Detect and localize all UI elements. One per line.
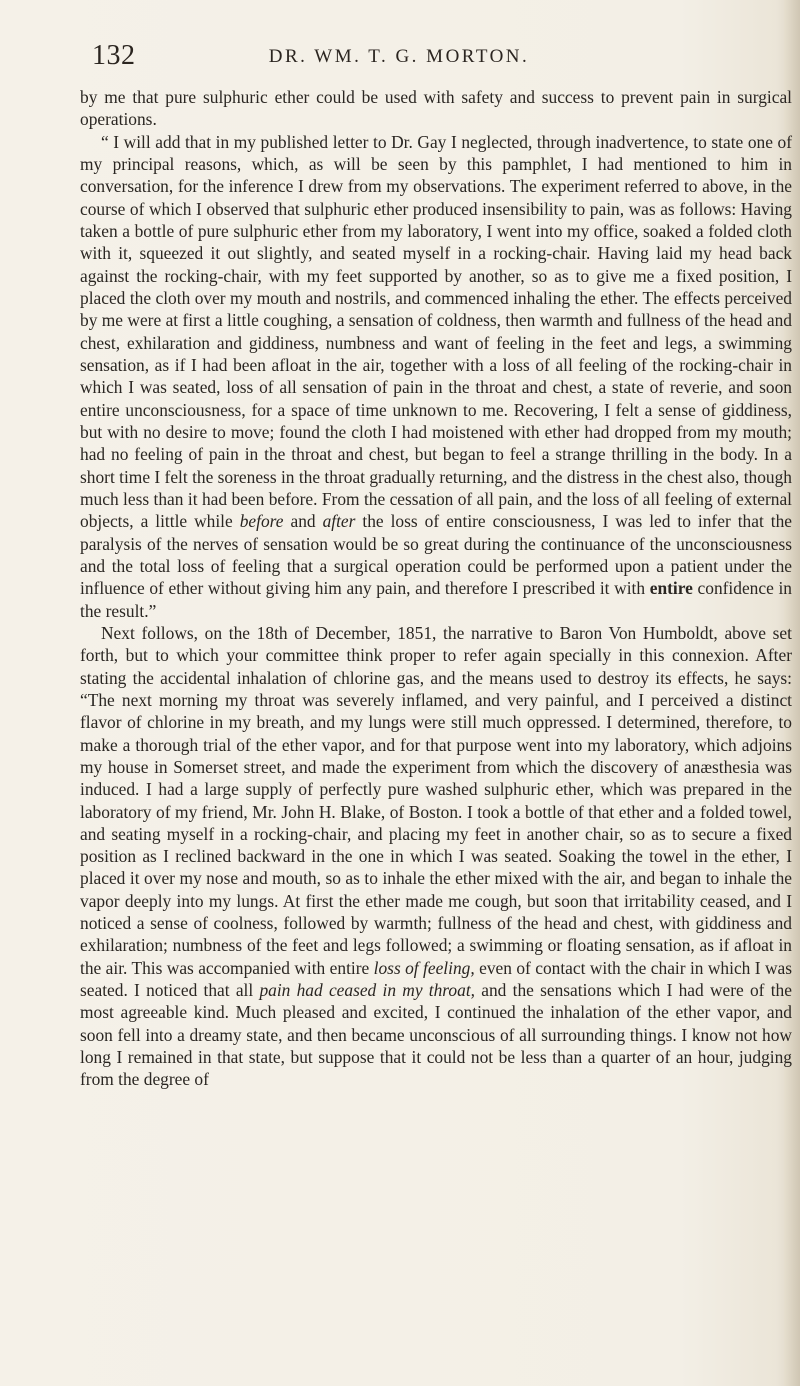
page-header [92,40,706,74]
emphasis-entire: entire [649,578,693,599]
emphasis-before: before [239,511,284,532]
body-text [80,86,792,1091]
paragraph-1: by me that pure sulphuric ether could be used with safety and success to prevent pain in surgical operations. [80,87,792,130]
page-number: 132 [92,40,136,71]
emphasis-pain-ceased: pain had ceased in my throat, [259,980,476,1001]
emphasis-after: after [322,511,356,532]
paragraph-2: “ I will add that in my published letter to Dr. Gay I neglected, through inadvertence, to state one of my principal reasons, which, as will be seen by this pamphlet, I had mentioned to him in conversation, for the inference I drew from my observations. The experiment referred to above, in the course of which I observed that sulphuric ether produced insensibility to pain, was as follows: Having taken a bottle of pure sulphuric ether from my laboratory, I went into my office, soaked a folded cloth with it, squeezed it out slightly, and seated myself in a rocking-chair. Having laid my head back against the rocking-chair, with my feet supported by another, so as to give me a fixed position, I placed the cloth over my mouth and nostrils, and commenced inhaling the ether. The effects perceived by me were at first a little coughing, a sensation of coldness, then warmth and fullness of the head and chest, exhilaration and giddiness, numbness and want of feeling in the feet and legs, a swimming sensation, as if I had been afloat in the air, together with a loss of all feeling of the rocking-chair in which I was seated, loss of all sensation of pain in the throat and chest, a state of reverie, and soon entire unconsciousness, for a space of time unknown to me. Recovering, I felt a sense of giddiness, but with no desire to move; found the cloth I had moistened with ether had dropped from my mouth; had no feeling of pain in the throat and chest, but began to feel a strange thrilling in the body. In a short time I felt the soreness in the throat gradually returning, and the distress in the chest also, though much less than it had been before. From the cessation of all pain, and the loss of all feeling of external objects, a little while before and after the loss of entire consciousness, I was led to infer that the paralysis of the nerves of sensation would be so great during the continuance of the unconsciousness and the total loss of feeling that a surgical operation could be performed upon a patient under the influence of ether without giving him any pain, and therefore I prescribed it with entire confidence in the result.” [80,131,792,621]
running-head: DR. WM. T. G. MORTON. [268,46,530,67]
paragraph-3: Next follows, on the 18th of December, 1851, the narrative to Baron Von Humboldt, above set forth, but to which your committee think proper to refer again specially in this connexion. After stating the accidental inhalation of chlorine gas, and the means used to destroy its effects, he says: “The next morning my throat was severely inflamed, and very painful, and I perceived a distinct flavor of chlorine in my breath, and my lungs were still much oppressed. I determined, therefore, to make a thorough trial of the ether vapor, and for that purpose went into my laboratory, which adjoins my house in Somerset street, and made the experiment from which the discovery of anæsthesia was induced. I had a large supply of perfectly pure washed sulphuric ether, which was prepared in the laboratory of my friend, Mr. John H. Blake, of Boston. I took a bottle of that ether and a folded towel, and seating myself in a rocking-chair, and placing my feet in another chair, so as to secure a fixed position as I reclined backward in the one in which I was seated. Soaking the towel in the ether, I placed it over my nose and mouth, so as to inhale the ether mixed with the air, and began to inhale the vapor deeply into my lungs. At first the ether made me cough, but soon that irritability ceased, and I noticed a sense of coolness, followed by warmth; fullness of the head and chest, with giddiness and exhilaration; numbness of the feet and legs followed; a swimming or floating sensation, as if afloat in the air. This was accompanied with entire loss of feeling, even of contact with the chair in which I was seated. I noticed that all pain had ceased in my throat, and the sensations which I had were of the most agreeable kind. Much pleased and excited, I continued the inhalation of the ether vapor, and soon fell into a dreamy state, and then became unconscious of all surrounding things. I know not how long I remained in that state, but suppose that it could not be less than a quarter of an hour, judging from the degree of [80,622,792,1090]
emphasis-loss-of-feeling: loss of feeling, [373,957,475,978]
